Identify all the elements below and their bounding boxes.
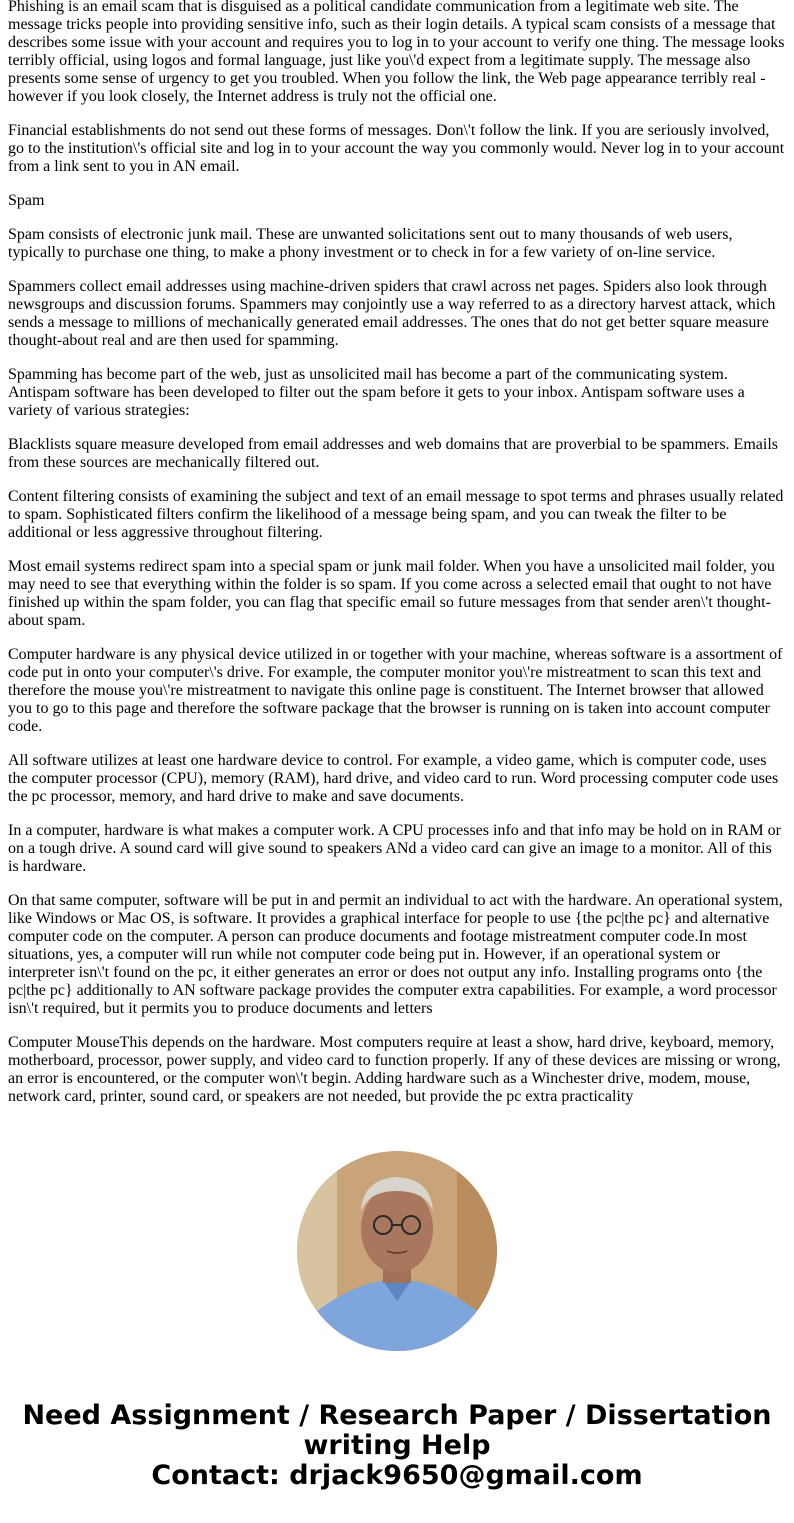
paragraph-financial: Financial establishments do not send out these forms of messages. Don\'t follow the link. If you are seriously involved, go to the institution\'s official site and log in to your account the way you commonly would. Never log in to your account from a link sent to you in AN email. — [8, 122, 785, 175]
paragraph-computer-mouse: Computer MouseThis depends on the hardware. Most computers require at least a show, hard drive, keyboard, memory, motherboard, processor, power supply, and video card to function properly. If any of these devices are missing or wrong, an error is encountered, or the computer won\'t begin. Adding hardware such as a Winchester drive, modem, mouse, network card, printer, sound card, or speakers are not needed, but provide the pc extra practicality — [8, 1034, 781, 1105]
heading-spam: Spam — [8, 192, 45, 209]
paragraph-antispam: Spamming has become part of the web, just as unsolicited mail has become a part of the communicating system. Antispam software has been developed to filter out the spam before it gets to your inbox. Antispam software uses a variety of various strategies: — [8, 366, 745, 419]
paragraph-content-filtering: Content filtering consists of examining the subject and text of an email message to spot terms and phrases usually related to spam. Sophisticated filters confirm the likelihood of a message being spam, and you can tweak the filter to be additional or less aggressive throughout filtering. — [8, 488, 784, 541]
paragraph-spam-definition: Spam consists of electronic junk mail. These are unwanted solicitations sent out to many thousands of web users, typically to purchase one thing, to make a phony investment or to check in for a few variety of on-line service. — [8, 226, 733, 261]
paragraph-hardware: Computer hardware is any physical device utilized in or together with your machine, whereas software is a assortment of code put in onto your computer\'s drive. For example, the computer monitor you\'re mistreatment to scan this text and therefore the mouse you\'re mistreatment to navigate this online page is constituent. The Internet browser that allowed you to go to this page and therefore the software package that the browser is running on is taken into account computer code. — [8, 646, 783, 735]
paragraph-hardware-work: In a computer, hardware is what makes a computer work. A CPU processes info and that info may be hold on in RAM or on a tough drive. A sound card will give sound to speakers ANd a video card can give an image to a monitor. All of this is hardware. — [8, 822, 781, 875]
author-portrait-image — [297, 1151, 497, 1351]
paragraph-spam-folder: Most email systems redirect spam into a special spam or junk mail folder. When you have a unsolicited mail folder, you may need to see that everything within the folder is so spam. If you come across a selected email that ought to not have finished up within the spam folder, you can flag that specific email so future messages from that sender aren\'t thought-about spam. — [8, 558, 775, 629]
footer-contact-email: Contact: drjack9650@gmail.com — [151, 1460, 643, 1491]
paragraph-software-install: On that same computer, software will be put in and permit an individual to act with the hardware. An operational system, like Windows or Mac OS, is software. It provides a graphical interface for people to use {the pc|the pc} and alternative computer code on the computer. A person can produce documents and footage mistreatment computer code.In most situations, yes, a computer will run while not computer code being put in. However, if an operational system or interpreter isn\'t found on the pc, it either generates an error or does not output any info. Installing programs onto {the pc|the pc} additionally to AN software package provides the computer extra capabilities. For example, a word processor isn\'t required, but it permits you to produce documents and letters — [8, 892, 783, 1017]
footer-help-text: Need Assignment / Research Paper / Dissertation writing Help — [22, 1400, 772, 1461]
footer-contact-banner — [0, 1401, 794, 1491]
author-avatar — [297, 1151, 497, 1351]
portrait-face — [361, 1185, 433, 1273]
paragraph-blacklists: Blacklists square measure developed from email addresses and web domains that are proverbial to be spammers. Emails from these sources are mechanically filtered out. — [8, 436, 778, 471]
paragraph-spammers: Spammers collect email addresses using machine-driven spiders that crawl across net pages. Spiders also look through newsgroups and discussion forums. Spammers may conjointly use a way referred to as a directory harvest attack, which sends a message to millions of mechanically generated email addresses. The ones that do not get better square measure thought-about real and are then used for spamming. — [8, 278, 776, 349]
paragraph-phishing: Phishing is an email scam that is disguised as a political candidate communication from a legitimate web site. The message tricks people into providing sensitive info, such as their login details. A typical scam consists of a message that describes some issue with your account and requires you to log in to your account to verify one thing. The message looks terribly official, using logos and formal language, just like you\'d expect from a legitimate supply. The message also presents some sense of urgency to get you troubled. When you follow the link, the Web page appearance terribly real - however if you look closely, the Internet address is truly not the official one. — [8, 0, 785, 105]
paragraph-software-uses-hardware: All software utilizes at least one hardware device to control. For example, a video game, which is computer code, uses the computer processor (CPU), memory (RAM), hard drive, and video card to run. Word processing computer code uses the pc processor, memory, and hard drive to make and save documents. — [8, 752, 779, 805]
